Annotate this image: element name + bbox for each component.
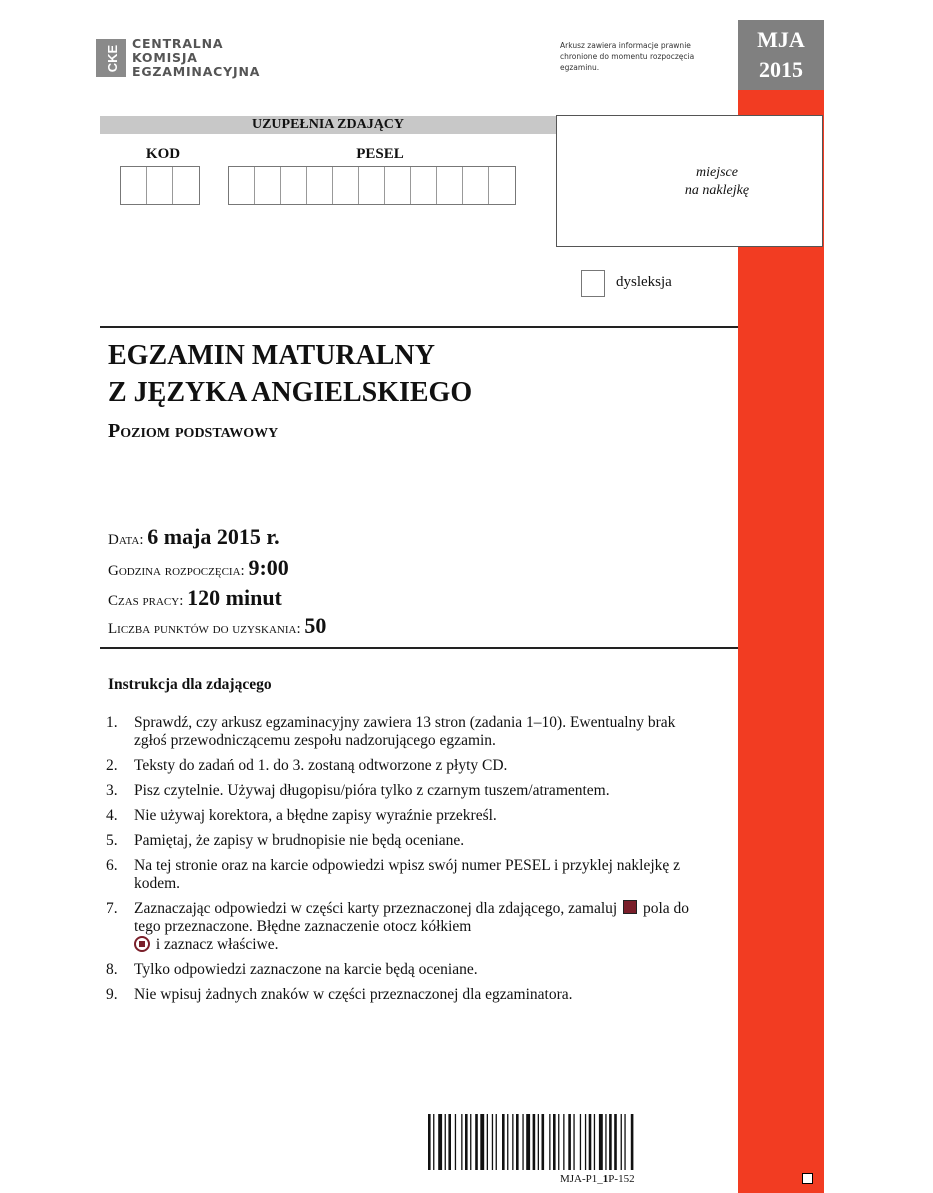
barcode-bar [475,1114,478,1170]
instruction-item: 3. Pisz czytelnie. Używaj długopisu/pióra tylko z czarnym tuszem/atramentem. [106,782,610,799]
barcode-bar [549,1114,550,1170]
exam-code-box [738,20,824,90]
exam-year: 2015 [759,57,803,82]
dyslexia-label: dysleksja [616,274,672,290]
student-fill-header: UZUPEŁNIA ZDAJĄCY [100,116,556,134]
barcode-bar [470,1114,471,1170]
barcode [428,1114,702,1170]
barcode-bar [461,1114,462,1170]
barcode-bar [512,1114,513,1170]
sticker-area [556,115,823,247]
barcode-label: MJA-P1_1P-152 [560,1173,635,1185]
divider [100,326,738,328]
barcode-bar [502,1114,505,1170]
dyslexia-checkbox[interactable] [581,270,605,297]
instruction-item: 4. Nie używaj korektora, a błędne zapisy wyraźnie przekreśl. [106,807,497,824]
barcode-bar [448,1114,451,1170]
instructions-list [106,714,706,1011]
input-cell[interactable] [359,167,385,204]
barcode-bar [589,1114,592,1170]
barcode-bar [533,1114,536,1170]
barcode-bar [621,1114,622,1170]
barcode-bar [605,1114,606,1170]
barcode-bar [433,1114,434,1170]
barcode-bar [492,1114,493,1170]
instruction-item: 8. Tylko odpowiedzi zaznaczone na karcie będą oceniane. [106,961,478,978]
barcode-bar [609,1114,612,1170]
input-cell[interactable] [229,167,255,204]
instruction-item: 9. Nie wpisuj żadnych znaków w części przeznaczonej dla egzaminatora. [106,986,573,1003]
barcode-bar [522,1114,523,1170]
barcode-bar [553,1114,556,1170]
pesel-label: PESEL [356,146,404,162]
barcode-bar [585,1114,586,1170]
barcode-bar [526,1114,530,1170]
exam-level: Poziom podstawowy [108,420,279,442]
filled-square-icon [623,900,637,914]
divider [100,647,738,649]
kod-input-boxes[interactable] [120,166,200,205]
barcode-bar [580,1114,581,1170]
input-cell[interactable] [437,167,463,204]
instruction-item: 1. Sprawdź, czy arkusz egzaminacyjny zawiera 13 stron (zadania 1–10). Ewentualny brak zgłoś przewodniczącemu zespołu nadzorującego egzamin. [106,714,676,749]
exam-subject: Z JĘZYKA ANGIELSKIEGO [108,377,473,408]
barcode-bar [465,1114,468,1170]
input-cell[interactable] [147,167,173,204]
instruction-item: 5. Pamiętaj, że zapisy w brudnopisie nie będą oceniane. [106,832,465,849]
confidentiality-notice: Arkusz zawiera informacje prawnie chronione do momentu rozpoczęcia egzaminu. [560,41,695,72]
exam-title: EGZAMIN MATURALNY [108,340,435,371]
barcode-bar [631,1114,634,1170]
exam-date: Data: 6 maja 2015 r. [108,524,280,549]
barcode-bar [568,1114,571,1170]
sticker-placeholder [617,164,817,200]
barcode-bar [558,1114,559,1170]
circled-square-icon [134,936,150,952]
instruction-item: 2. Teksty do zadań od 1. do 3. zostaną odtworzone z płyty CD. [106,757,508,774]
logo-line: EGZAMINACYJNA [132,64,261,79]
exam-code: MJA [757,27,805,52]
barcode-bar [594,1114,595,1170]
kod-label: KOD [145,146,181,162]
sticker-line: na naklejkę [684,183,750,198]
barcode-bar [538,1114,539,1170]
exam-max-points: Liczba punktów do uzyskania: 50 [108,613,327,638]
barcode-bar [455,1114,456,1170]
logo-line: KOMISJA [132,50,198,65]
cke-logo [96,36,296,86]
barcode-bar [599,1114,603,1170]
input-cell[interactable] [281,167,307,204]
input-cell[interactable] [307,167,333,204]
barcode-bar [445,1114,446,1170]
barcode-bar [428,1114,431,1170]
input-cell[interactable] [385,167,411,204]
instructions-heading: Instrukcja dla zdającego [108,676,272,693]
sticker-line: miejsce [696,165,738,180]
barcode-bar [438,1114,442,1170]
barcode-bar [507,1114,508,1170]
barcode-bar [542,1114,545,1170]
barcode-bar [624,1114,625,1170]
barcode-bar [573,1114,574,1170]
corner-checkbox [802,1173,813,1184]
instruction-item: 6. Na tej stronie oraz na karcie odpowiedzi wpisz swój numer PESEL i przyklej naklejkę z kodem. [106,857,681,892]
input-cell[interactable] [255,167,281,204]
input-cell[interactable] [489,167,515,204]
input-cell[interactable] [333,167,359,204]
barcode-bar [516,1114,519,1170]
barcode-bar [487,1114,488,1170]
instruction-item: 7. Zaznaczając odpowiedzi w części karty przeznaczonej dla zdającego, zamaluj pola do tego przeznaczone. Błędne zaznaczenie otocz kółkiem i zaznacz właściwe. [106,900,690,953]
input-cell[interactable] [173,167,199,204]
logo-line: CENTRALNA [132,36,224,51]
exam-duration: Czas pracy: 120 minut [108,585,282,610]
barcode-bar [496,1114,497,1170]
barcode-bar [614,1114,617,1170]
barcode-bar [480,1114,484,1170]
red-side-strip [738,90,824,1193]
exam-start-time: Godzina rozpoczęcia: 9:00 [108,555,289,580]
barcode-bar [563,1114,564,1170]
cke-logo-text [132,37,260,79]
input-cell[interactable] [463,167,489,204]
pesel-input-boxes[interactable] [228,166,516,205]
input-cell[interactable] [411,167,437,204]
input-cell[interactable] [121,167,147,204]
cke-logo-mark: CKE [96,39,126,77]
